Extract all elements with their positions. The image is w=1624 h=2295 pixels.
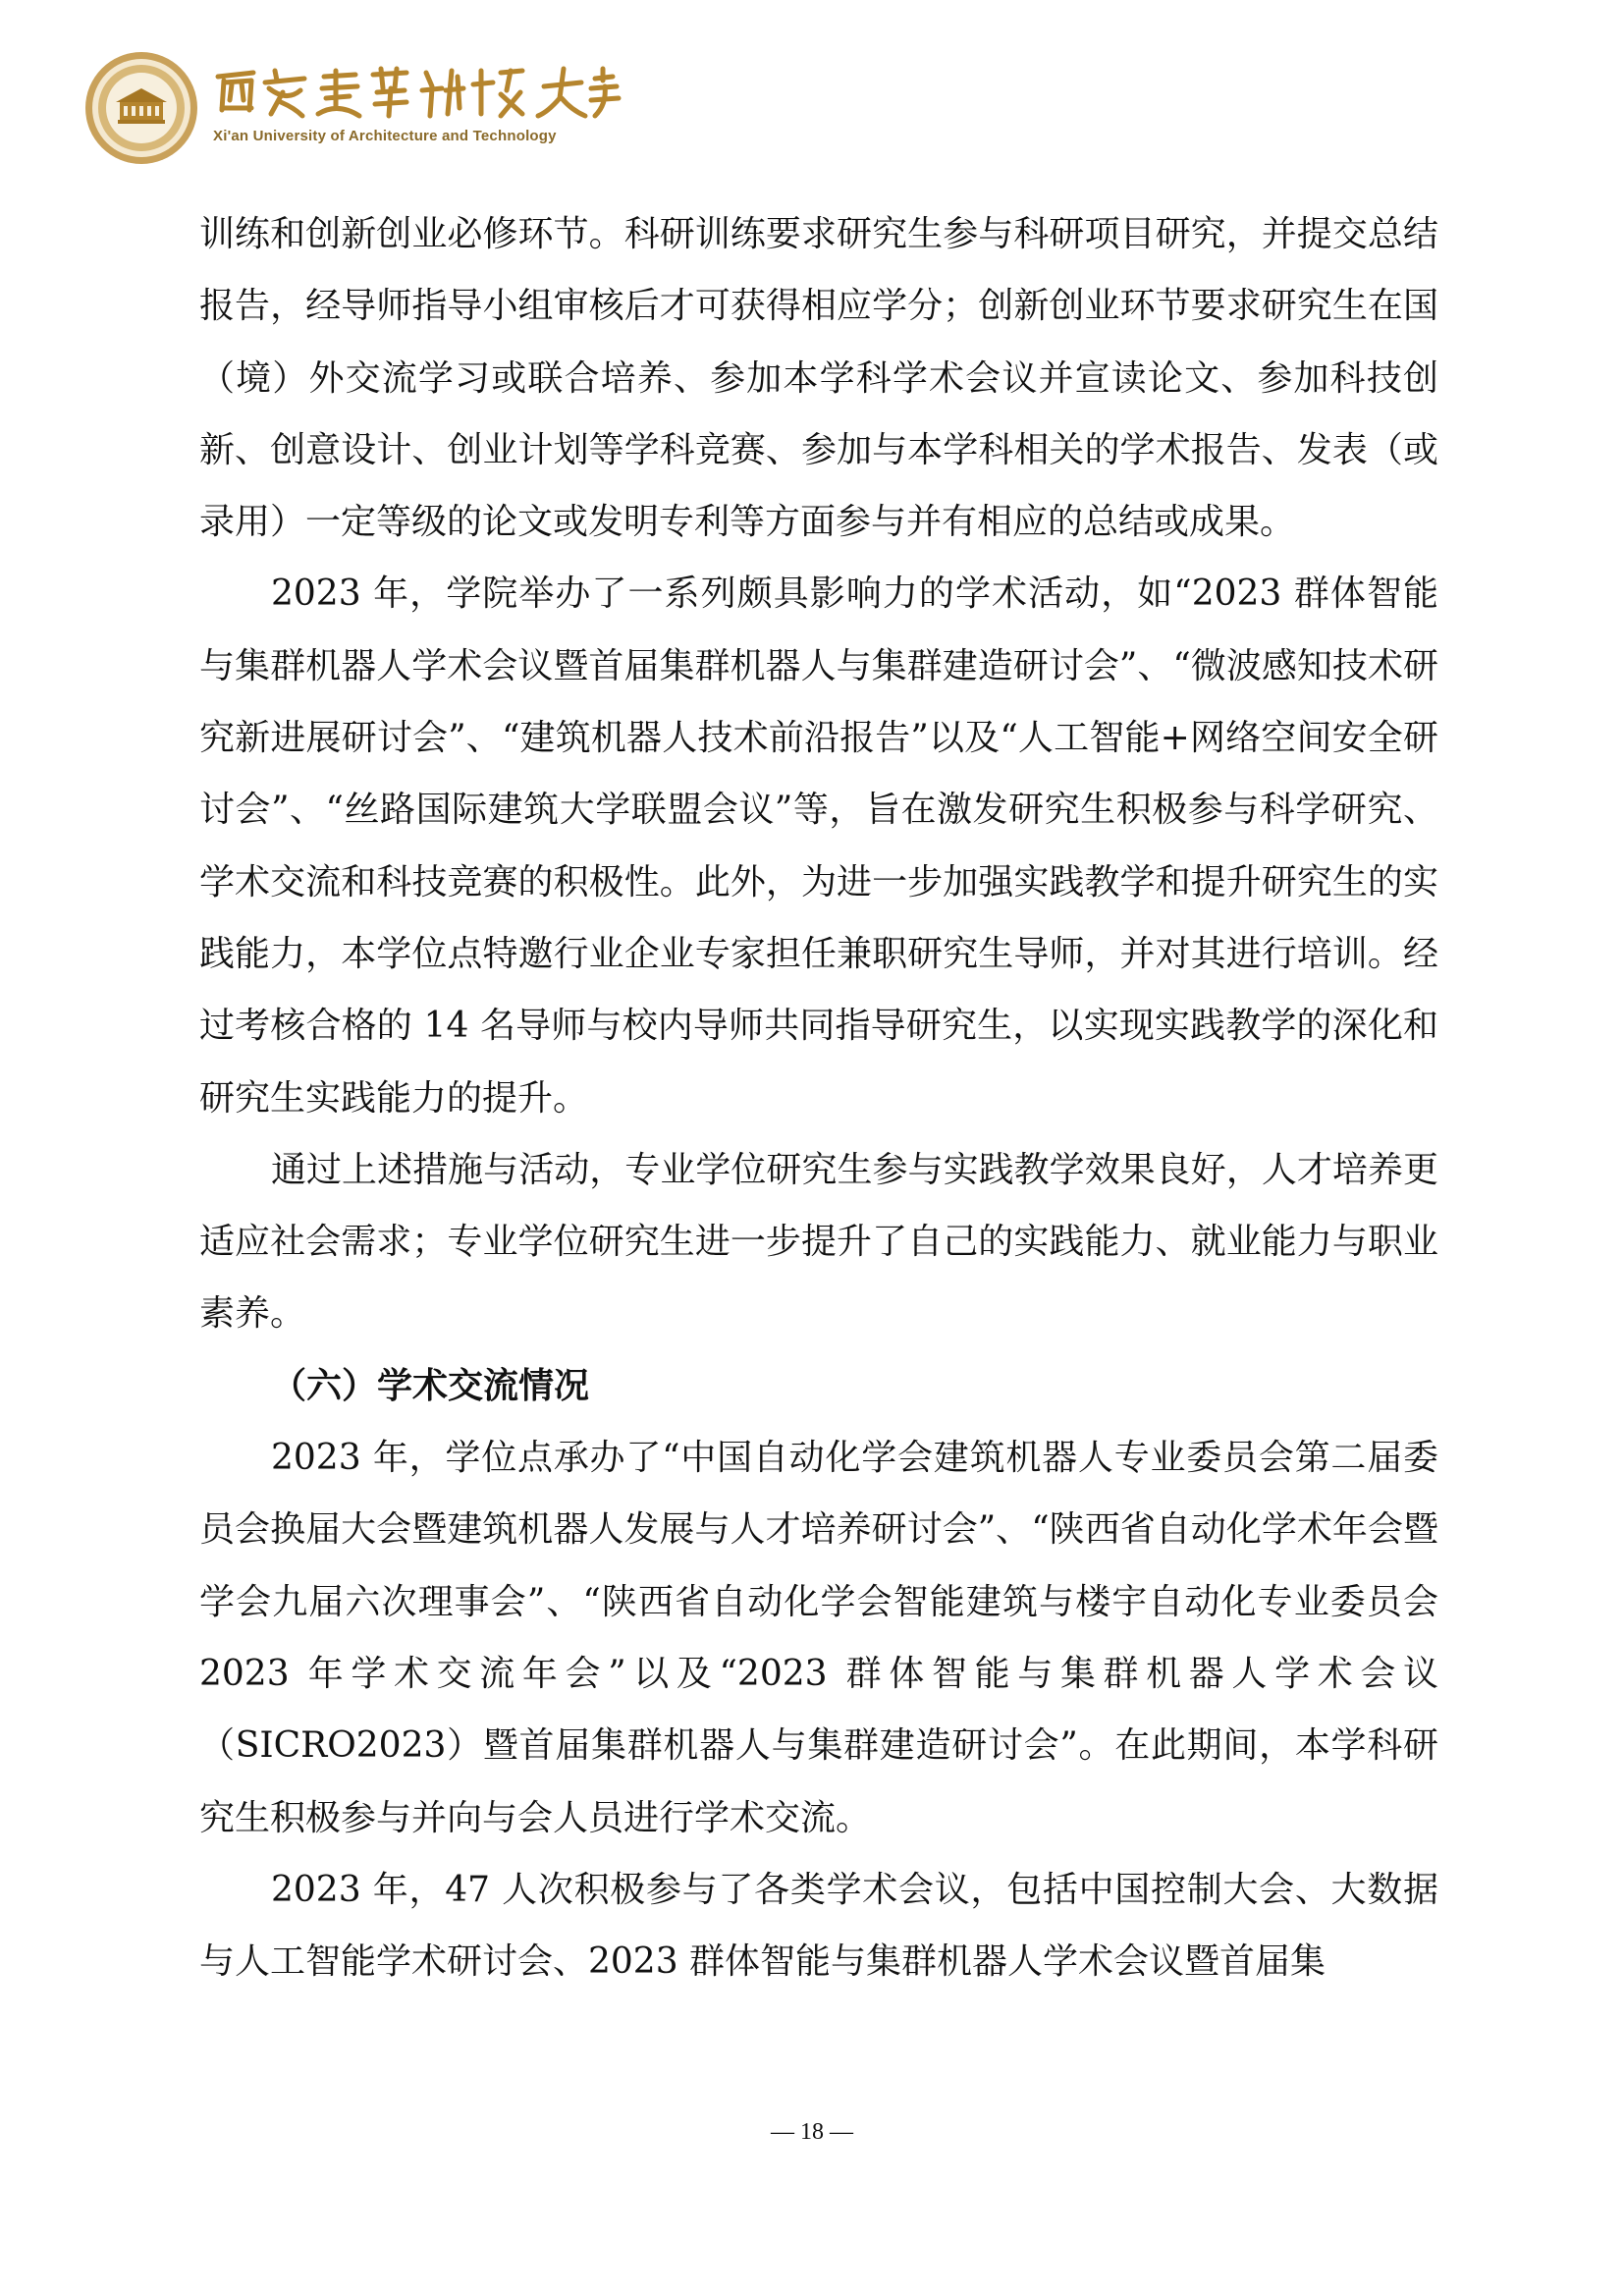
- university-seal-icon: [82, 49, 200, 167]
- paragraph: 通过上述措施与活动，专业学位研究生参与实践教学效果良好，人才培养更适应社会需求；专业学位研究生进一步提升了自己的实践能力、就业能力与职业素养。: [199, 1149, 1438, 1335]
- page-number: — 18 —: [771, 2119, 853, 2145]
- page-header: [82, 49, 632, 167]
- section-heading: （六）学术交流情况: [271, 1365, 590, 1406]
- university-name-calligraphy: [210, 59, 623, 124]
- paragraph: 2023 年，学位点承办了“中国自动化学会建筑机器人专业委员会第二届委员会换届大会暨建筑机器人发展与人才培养研讨会”、“陕西省自动化学术年会暨学会九届六次理事会”、“陕西省自动化学会智能建筑与楼宇自动化专业委员会 2023 年学术交流年会”以及“2023 群体智能与集群机器人学术会议（SICRO2023）暨首届集群机器人与集群建造研讨会”。在此期间，本学科研究生积极参与并向与会人员进行学术交流。: [199, 1438, 1438, 1838]
- university-name-english: Xi'an University of Architecture and Technology: [213, 128, 557, 144]
- paragraph: 2023 年，47 人次积极参与了各类学术会议，包括中国控制大会、大数据与人工智能学术研讨会、2023 群体智能与集群机器人学术会议暨首届集: [199, 1869, 1438, 1983]
- paragraph: 训练和创新创业必修环节。科研训练要求研究生参与科研项目研究，并提交总结报告，经导师指导小组审核后才可获得相应学分；创新创业环节要求研究生在国（境）外交流学习或联合培养、参加本学科学术会议并宣读论文、参加科技创新、创意设计、创业计划等学科竞赛、参加与本学科相关的学术报告、发表（或录用）一定等级的论文或发明专利等方面参与并有相应的总结或成果。: [199, 214, 1438, 543]
- paragraph: 2023 年，学院举办了一系列颇具影响力的学术活动，如“2023 群体智能与集群机器人学术会议暨首届集群机器人与集群建造研讨会”、“微波感知技术研究新进展研讨会”、“建筑机器人技术前沿报告”以及“人工智能+网络空间安全研讨会”、“丝路国际建筑大学联盟会议”等，旨在激发研究生积极参与科学研究、学术交流和科技竞赛的积极性。此外，为进一步加强实践教学和提升研究生的实践能力，本学位点特邀行业企业专家担任兼职研究生导师，并对其进行培训。经过考核合格的 14 名导师与校内导师共同指导研究生，以实现实践教学的深化和研究生实践能力的提升。: [199, 574, 1438, 1119]
- body-text: [199, 198, 1438, 1997]
